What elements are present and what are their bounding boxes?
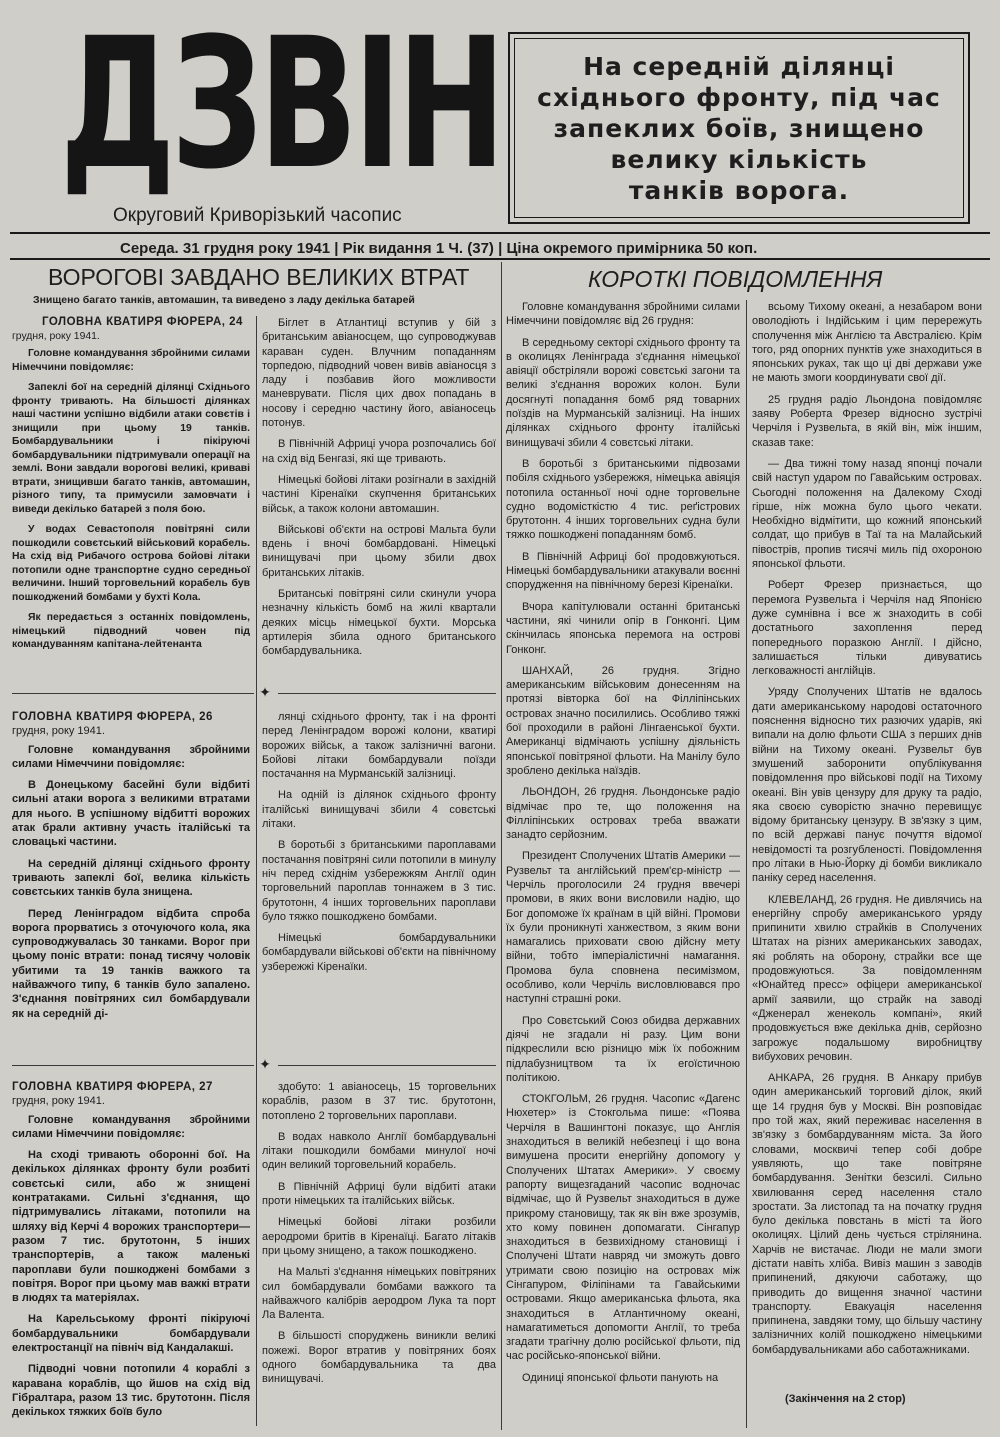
paragraph: АНКАРА, 26 грудня. В Анкару прибув один американський торговий ділок, який ще 14 грудня був у Москві. Він розповідає про той жах, який переживає населення в зв'язку з бомбардуванням міста. За його словами, москвичі тепер собі добре уявляють, що таке повітряне бомбардування. Зенітки безсилі. Сильно хвилювання серед населення стало зростати. За листопад та на початку грудня було декілька повстань в місті та його околицях. Цілий день чується стрілянина. Харчів не вистачає. Люди не мали змоги дістати навіть хліба. Вивіз машин з заводів припинений, дякуючи саботажу, що приводить до вищення значної частини транспорту. Евакуація населення припинена, завдяки тому, що більшу частину залізничних колій пошкоджено німецькими бомбардувальниками або саботажниками. <box>752 1072 982 1356</box>
dispatch-3-col-1-body <box>12 1113 250 1420</box>
paragraph: КЛЕВЕЛАНД, 26 грудня. Не дивлячись на енергійну спробу американського уряду припинити хвилю страйків в Сполучених Штатах на різних американських заводах, які роблять на оборону, страйки все ще продовжуються. За повідомленням «Юнайтед пресс» офіцери американської армії заявили, що страйк на заводі «Дженерал женеколь компані», який продовжується вже декілька днів, серйозно загрожує подальшому виробництву вибухових речовин. <box>752 893 982 1063</box>
paragraph: На середній ділянці східнього фронту тривають запеклі бої, велика кількість совєтських танків була знищена. <box>12 857 250 899</box>
section-divider <box>501 262 502 1430</box>
paragraph: 25 грудня радіо Льондона повідомляє заяву Роберта Фрезер відносно зустрічі Черчіля і Рузвельта, в якій він, між іншим, сказав таке: <box>752 393 982 449</box>
paragraph: Британські повітряні сили скинули учора незначну кількість бомб на жилі квартали деяких місць німецької бухти. Морська артилерія збила одного британського бомбардувальника. <box>262 588 496 658</box>
dispatch-1-header: ГОЛОВНА КВАТИРЯ ФЮРЕРА, 24 <box>42 316 243 328</box>
paragraph: В Донецькому басейні були відбиті сильні атаки ворога з великими втратами для нього. В успішному відбитті ворожих атак брали активну участь італійські та словацькі частини. <box>12 779 250 849</box>
dispatch-3-col-1 <box>12 1080 250 1427</box>
masthead-rule-bottom <box>10 258 990 260</box>
paragraph: Президент Сполучених Штатів Америки — Рузвельт та англійський прем'єр-міністр — Черчіль проголосили 24 грудня ввечері промови, в яких вони висловили надію, що Бог допоможе їх країнам в цій війні. Промови їх були проникнуті ханжеством, з яким вони намагались приховати свою дійсну мету війни, тобто імперіалістичні намагання. Промова була сповнена песимізмом, особливо, коли Черчіль висловлювався про наступні страшні роки. <box>506 850 740 1006</box>
paragraph: Біглет в Атлантиці вступив у бій з британським авіаносцем, що супроводжував караван суден. Влучним попаданням торпедою, підводний човен вивів авіаносця з ладу і позбавив його можливости маневрувати. Після цих двох попадань в носову і середню частину його, авіаносець потонув. <box>262 317 496 430</box>
newspaper-subtitle: Округовий Криворізький часопис <box>113 205 402 226</box>
paragraph: ШАНХАЙ, 26 грудня. Згідно американським військовим донесенням на протязі вівторка бої на Філліпінських островах значно посилились. Особливо тяжкі бої проходили в районі Лінгаенської бухти. Американці відмічають успішну діяльність японської повітряної фльоти. На Манілу було зроблено декілька наїздів. <box>506 664 740 777</box>
paragraph: В середньому секторі східнього фронту та в околицях Ленінграда з'єднання німецької авіяції обстріляли ворожі совєтські загони та великі з'єднання ворожих колон. Були досягнуті попадання бомб ряд товарних поїздів на Мурманській залізниці. На інших ділянках східнього фронту італійські винищувачі збили 4 совєтські літаки. <box>506 336 740 449</box>
paragraph: На сході тривають оборонні бої. На декількох ділянках фронту були розбиті совєтські сили, або ж знищені контратаками. Сильні з'єднання, що підтримувались літаками, потопили на шляху від Керчі 4 ворожих транспортери—разом 7 тис. брутотонн, 5 інших транспортерів, а також маленькі пароплави були пошкоджені бомбами з повітря. Ворог при цьому мав важкі втрати в людях та матеріялах. <box>12 1149 250 1305</box>
paragraph: — Два тижні тому назад японці почали свій наступ ударом по Гавайським островах. Сьогодні положення на Далекому Сході гірше, ніж можна було цього чекати. Необхідно відмітити, що кожний японський солдат, що прибув в Таї та на Малайський півострів, пропив тисячі миль під охороною японської фльоти. <box>752 457 982 571</box>
left-section-subtitle: Знищено багато танків, автомашин, та виведено з ладу декілька батарей <box>33 294 415 306</box>
column-divider <box>746 300 747 1428</box>
newspaper-logo: ДЗВІН <box>60 0 502 209</box>
dispatch-2-col-1-body <box>12 743 250 1021</box>
paragraph: На Карельському фронті пікіруючі бомбардувальники бомбардували електростанції на північ від Кандалакші. <box>12 1313 250 1355</box>
paragraph: Роберт Фрезер признається, що перемога Рузвельта і Черчіля над Японією дуже сумнівна і все ж знаходить в собі достатнього захоплення перед попереднього поразкою Англії. І дійсно, залишається тільки дивуватись легковажності англійців. <box>752 579 982 678</box>
dispatch-1-date: грудня, року 1941. <box>12 330 100 342</box>
paragraph: В Північній Африці учора розпочались бої на схід від Бенгазі, які ще тривають. <box>262 438 496 465</box>
masthead-rule-top <box>10 232 990 234</box>
dispatch-1-col-1 <box>12 316 250 659</box>
paragraph: В Північній Африці були відбиті атаки проти німецьких та італійських військ. <box>262 1180 496 1208</box>
paragraph: Уряду Сполучених Штатів не вдалось дати американському народові остаточного пояснення відносно тих разючих ударів, які випали на долю фльоти США з перших днів війни на Тихому океані. Рузвельт був змушений заборонити опублікування повідомлення про військові події на Тихому океані. Він увів цензуру для друку та радіо, яка своєю суворістю значно перевищує відому британську цензуру. В зв'язку з цим, по всій державі панує почуття відомої невідомості та розгубленості. Повідомлення про літаки в Нью-Йорку ді бомби викликало паніку серед населення. <box>752 686 982 885</box>
paragraph: В боротьбі з британськими пароплавами постачання повітряні сили потопили в минулу ніч перед східнім узбережжям Англії один торговельний пароплав тоннажем в 3 тис. брутотонн, 4 інших торговельних пароплави було тяжко пошкоджено бомбами. <box>262 839 497 923</box>
paragraph: Головне командування збройними силами Німеччини повідомляє: <box>12 743 250 770</box>
paragraph: У водах Севастополя повітряні сили пошкодили совєтський військовий корабель. На схід від Рибачого острова бойові літаки потопили одне транспортне судно середньої величини. Інший торговельний корабель був пошкоджений бомбами у бухті Кола. <box>12 524 250 603</box>
paragraph: здобуто: 1 авіаносець, 15 торговельних кораблів, разом в 37 тис. брутотонн, потоплено 2 торговельних пароплави. <box>262 1081 496 1122</box>
dispatch-3-col-2 <box>262 1080 496 1394</box>
paragraph: Підводні човни потопили 4 кораблі з каравана кораблів, що йшов на схід від Гібралтара, разом 13 тис. брутотонн. Після декількох тяжких боїв було <box>12 1363 250 1419</box>
paragraph: Запеклі бої на середній ділянці Східнього фронту тривають. На більшості ділянках наші частини успішно відбили атаки совєтів і знищили при цьому 19 танків. Бомбардувальники і пікіруючі бомбардувальники підтримували операції на землі. Вони завдали ворогові великі, криваві втрати, знищивши багато танків, автомашин, різного типу, та примусили замовчати і виведи декілько батарей з поля бою. <box>12 382 250 515</box>
right-section-title: КОРОТКІ ПОВІДОМЛЕННЯ <box>588 266 883 292</box>
dispatch-3-date: грудня, року 1941. <box>12 1095 105 1108</box>
star-ornament-icon: ✦ <box>259 1057 271 1073</box>
paragraph: В Північній Африці бої продовжуються. Німецькі бомбардувальники атакували воєнні спорудження на північному березі Кіренаїки. <box>506 550 740 592</box>
column-divider <box>256 316 257 1426</box>
star-ornament-icon: ✦ <box>259 685 271 701</box>
dispatch-2-date: грудня, року 1941. <box>12 725 105 738</box>
right-col-2 <box>752 300 982 1364</box>
dispatch-2-col-1 <box>12 710 250 1028</box>
right-col-1 <box>506 300 740 1392</box>
headline-line: На середній ділянці <box>583 51 895 81</box>
paragraph: Про Совєтський Союз обидва державних діячі не згадали ні разу. Цим вони підкреслили всю різницю між їх побожним підлабузництвом та їх егоїстичною політикою. <box>506 1014 740 1084</box>
dateline: Середа. 31 грудня року 1941 | Рік видання 1 Ч. (37) | Ціна окремого примірника 50 коп. <box>120 240 758 257</box>
paragraph: Військові об'єкти на острові Мальта були вдень і вночі бомбардовані. Німецькі винищувачі при цьому збили двох британських літаків. <box>262 523 496 579</box>
continuation-note: (Закінчення на 2 стор) <box>785 1393 906 1405</box>
separator-line <box>278 1065 496 1066</box>
separator-line <box>12 693 254 694</box>
left-section-title: ВОРОГОВІ ЗАВДАНО ВЕЛИКИХ ВТРАТ <box>48 264 470 290</box>
paragraph: На одній із ділянок східнього фронту італійські винищувачі збили 4 совєтські літаки. <box>262 789 496 831</box>
paragraph: лянці східнього фронту, так і на фронті перед Ленінградом ворожі колони, кватирі ворожих військ, а також залізничні вагони. Бойові літаки бомбардували поїзди постачання на Мурманській залізниці. <box>262 711 496 781</box>
dispatch-3-header: ГОЛОВНА КВАТИРЯ ФЮРЕРА, 27 <box>12 1081 213 1093</box>
paragraph: СТОКГОЛЬМ, 26 грудня. Часопис «Дагенс Нюхетер» із Стокгольма пише: «Поява Черчіля в Вашингтоні показує, що Англія знаходиться в великій небезпеці і що вона вимушена просити енергійну допомогу у Сполучених Штатах Америки». У своєму рапорту вищезгаданий часопис водночас відмічає, що й Рузвельт знаходиться в дуже прикрому становищу, так як він вже зрозумів, хто кому повинен допомагати. Сінгапур знаходиться в безвихідному становищі і Сполучені Штати навряд чи зможуть довго утримати свою позицію на островах між Сінгапуром, Філіпінами та Гавайськими островами. Якщо американська фльота, яка знаходиться в Атлантичному океані, намагатиметься допомогти Англії, то треба згадати трагічну долю російської фльоти, під час російсько-японської війни. <box>506 1093 740 1363</box>
paragraph: всьому Тихому океані, а незабаром вони оволодіють і Індійським і цим перережуть сполучення між Англією та Австралією. Крім того, ряд опорних пунктів уже знаходиться в японських руках, так що ці дві держави уже не мають змоги координувати свої дії. <box>752 301 982 385</box>
paragraph: Німецькі бомбардувальники бомбардували військові об'єкти на північному узбережжі Кіренаїки. <box>262 932 496 973</box>
dispatch-1-col-1-body <box>12 347 250 652</box>
headline-line: східнього фронту, під час <box>537 82 941 112</box>
paragraph: Одиниці японської фльоти панують на <box>522 1371 719 1384</box>
paragraph: В боротьбі з британськими підвозами побіля східнього узбережжя, німецька авіяція потопила останньої ночі одне торговельне судно водомісткістю 4 тис. реґістрових брутотонн. 4 інших торговельних судна були тяжко пошкоджені попаданням бомб. <box>506 457 740 542</box>
paragraph: Німецькі бойові літаки розігнали в західній частині Кіренаїки скупчення британських військ, а також колони автомашин. <box>262 473 496 515</box>
dispatch-1-col-2 <box>262 316 496 666</box>
paragraph: Німецькі бойові літаки розбили аеродроми бритів в Кіренаїці. Багато літаків при цьому знищено, а також пошкоджено. <box>262 1216 496 1257</box>
separator-line <box>278 693 496 694</box>
paragraph: Вчора капітулювали останні британські частини, які чинили опір в Гонконгі. Цим скінчилась японська перемога на острові Гонконг. <box>506 600 740 656</box>
paragraph: На Мальті з'єднання німецьких повітряних сил бомбардували бомбами важкого та найважчого калібрів аеродром Лука та порт Ла Валента. <box>262 1266 496 1322</box>
paragraph: Головне командування збройними силами Німеччини повідомляє: <box>12 348 250 373</box>
dispatch-2-header: ГОЛОВНА КВАТИРЯ ФЮРЕРА, 26 <box>12 711 213 723</box>
headline-line: танків ворога. <box>628 175 850 205</box>
masthead <box>60 0 502 215</box>
paragraph: Перед Ленінградом відбита спроба ворога прорватись з оточуючого кола, яка супроводжувалась 30 танками. Ворог при цьому поніс втрати: понад тисячу чоловік убитими та 19 танків важкого та найважчого типу, 6 танків було запалено. З'єднання повітряних сил бомбардували як на середній ді- <box>12 907 250 1020</box>
paragraph: Як передається з останніх повідомлень, німецький підводний човен під командуванням капітана-лейтенанта <box>12 612 250 651</box>
paragraph: В більшості споруджень виникли великі пожежі. Ворог втратив у повітряних боях одного бомбардувальника та два винищувачі. <box>262 1330 496 1386</box>
separator-line <box>12 1065 254 1066</box>
paragraph: Головне командування збройними силами Німеччини повідомляє від 26 грудня: <box>506 301 740 328</box>
headline-box <box>508 32 970 224</box>
paragraph: ЛЬОНДОН, 26 грудня. Льондонське радіо відмічає про те, що положення на Філліпінських островах треба вважати занадто серйозним. <box>506 786 740 842</box>
dispatch-2-col-2 <box>262 710 496 981</box>
paragraph: В водах навколо Англії бомбардувальні літаки пошкодили бомбами минулої ночі один великий торговельний корабель. <box>262 1130 496 1172</box>
headline-line: велику кількість <box>610 144 868 174</box>
paragraph: Головне командування збройними силами Німеччини повідомляє: <box>12 1113 250 1140</box>
headline-inner <box>514 38 964 218</box>
headline-line: запеклих боїв, знищено <box>553 113 925 143</box>
